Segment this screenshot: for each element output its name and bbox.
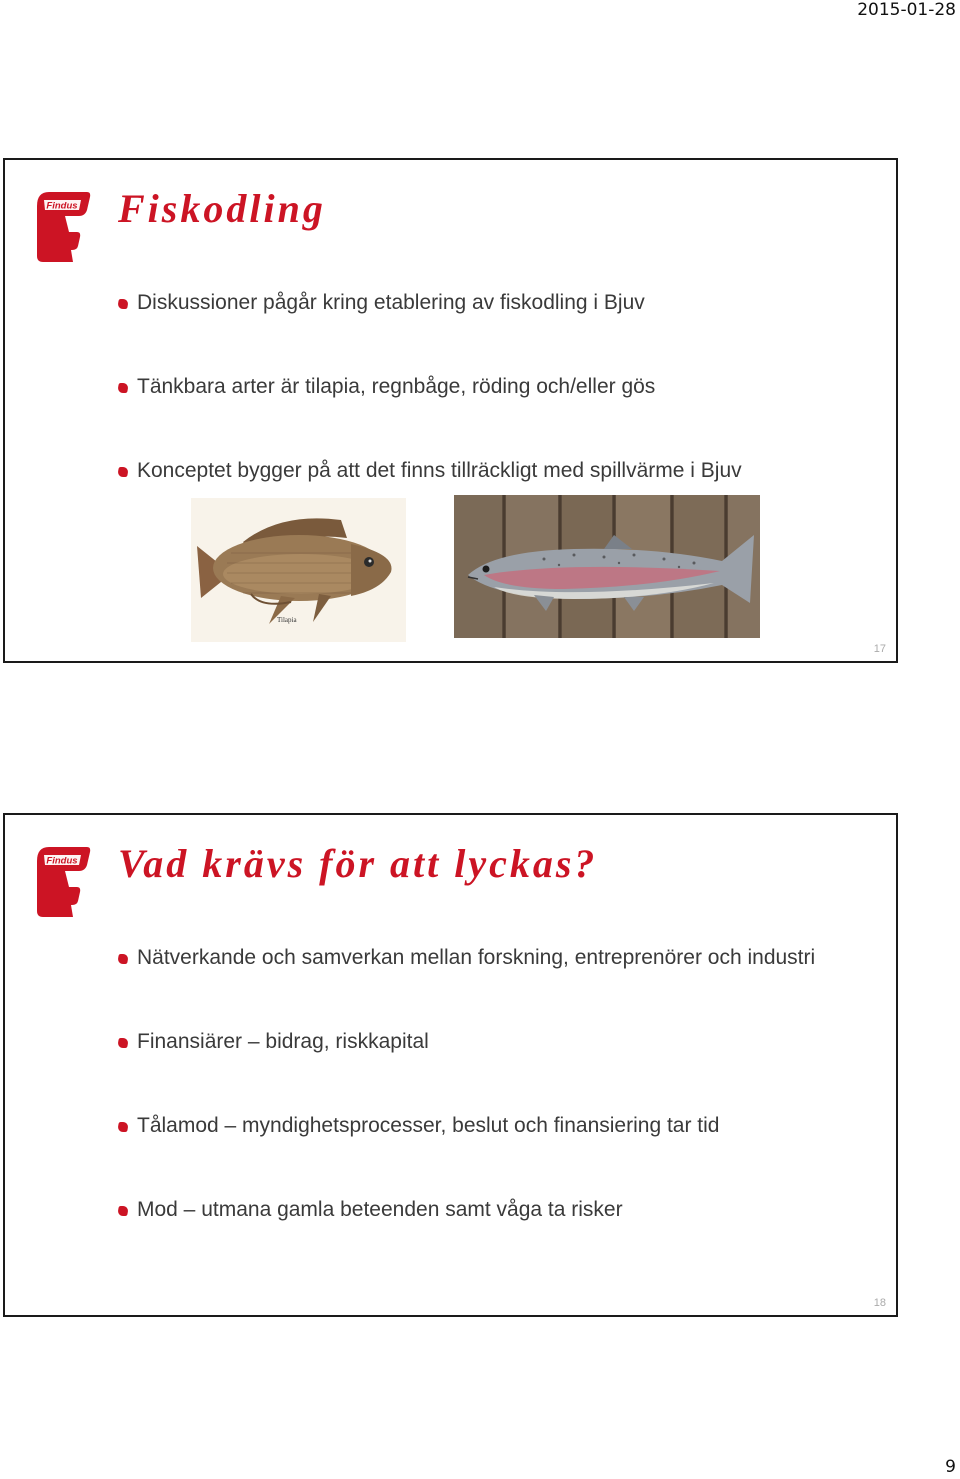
slide-number: 17 <box>873 643 886 655</box>
bullet-text: Konceptet bygger på att det finns tillräckligt med spillvärme i Bjuv <box>137 459 742 482</box>
bullet-icon <box>117 299 129 309</box>
trout-image <box>454 495 760 638</box>
bullet-item <box>117 372 742 456</box>
bullet-text: Finansiärer – bidrag, riskkapital <box>137 1030 429 1053</box>
bullet-item <box>117 1027 815 1111</box>
bullet-icon <box>117 383 129 393</box>
bullet-icon <box>117 1122 129 1132</box>
bullet-item <box>117 288 742 372</box>
slide-18 <box>3 813 898 1317</box>
findus-logo <box>35 190 91 264</box>
bullet-text: Mod – utmana gamla beteenden samt våga ta risker <box>137 1198 623 1221</box>
slide-number: 18 <box>873 1297 886 1309</box>
bullet-item <box>117 943 815 1027</box>
bullet-text: Diskussioner pågår kring etablering av fiskodling i Bjuv <box>137 291 645 314</box>
svg-text:Findus: Findus <box>46 200 78 212</box>
bullet-item <box>117 1195 815 1279</box>
bullet-icon <box>117 467 129 477</box>
slide-17 <box>3 158 898 663</box>
bullet-text: Tänkbara arter är tilapia, regnbåge, röding och/eller gös <box>137 375 656 398</box>
page-number: 9 <box>945 1457 956 1477</box>
tilapia-image <box>191 498 406 642</box>
bullet-text: Tålamod – myndighetsprocesser, beslut och finansiering tar tid <box>137 1114 720 1137</box>
tilapia-caption: Tilapia <box>277 616 297 624</box>
page-date: 2015-01-28 <box>857 0 956 20</box>
findus-logo <box>35 845 91 919</box>
bullet-icon <box>117 954 129 964</box>
svg-text:Findus: Findus <box>46 855 78 867</box>
slide-title: Fiskodling <box>118 186 326 231</box>
bullet-icon <box>117 1038 129 1048</box>
bullet-icon <box>117 1206 129 1216</box>
bullet-text: Nätverkande och samverkan mellan forskning, entreprenörer och industri <box>137 946 816 969</box>
bullet-item <box>117 1111 815 1195</box>
slide-title: Vad krävs för att lyckas? <box>118 841 598 886</box>
bullet-list <box>117 943 815 1279</box>
